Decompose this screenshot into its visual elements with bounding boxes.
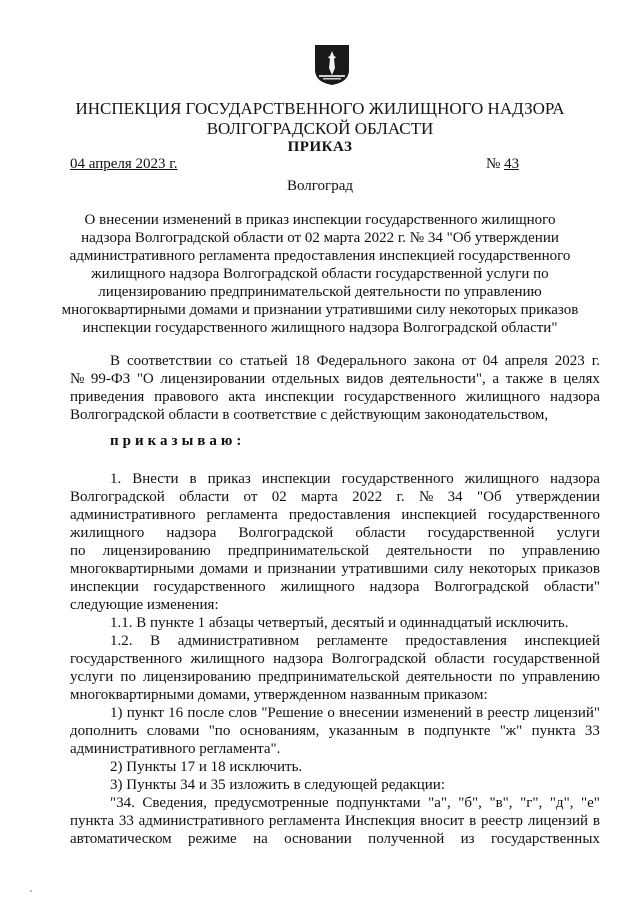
scan-speck	[30, 890, 32, 892]
text-line: жилищного надзора Волгоградской области государственной услуги	[70, 525, 600, 541]
text-line: № 99-ФЗ "О лицензировании отдельных видов деятельности", а также в целях	[70, 371, 600, 387]
subject-line: жилищного надзора Волгоградской области государственной услуги по	[91, 266, 549, 282]
number-sign: №	[486, 156, 505, 172]
text-line: государственного жилищного надзора Волгоградской области государственной	[70, 651, 600, 667]
organization-name-line1: ИНСПЕКЦИЯ ГОСУДАРСТВЕННОГО ЖИЛИЩНОГО НАДЗОРА	[75, 99, 565, 118]
organization-name-line2: ВОЛГОГРАДСКОЙ ОБЛАСТИ	[206, 119, 434, 138]
item-1-1	[70, 614, 600, 632]
document-date: 04 апреля 2023 г.	[70, 156, 178, 172]
preamble-paragraph	[70, 352, 600, 424]
text-line: 1. Внести в приказ инспекции государственного жилищного надзора	[110, 471, 600, 487]
text-line: 1.1. В пункте 1 абзацы четвертый, десятый и одиннадцатый исключить.	[110, 615, 569, 631]
text-line: Волгоградской области от 02 марта 2022 г. № 34 "Об утверждении	[70, 489, 600, 505]
text-line: приведения правового акта инспекции государственного жилищного надзора	[70, 389, 600, 405]
organization-name	[0, 99, 640, 139]
quoted-paragraph-34	[70, 794, 600, 848]
document-number	[486, 156, 519, 173]
subject-block	[0, 211, 640, 337]
text-line: по лицензированию предпринимательской деятельности по управлению	[70, 543, 600, 559]
order-keyword: приказываю:	[110, 433, 246, 449]
text-line: 1.2. В административном регламенте предоставления инспекцией	[110, 633, 600, 649]
text-line: следующие изменения:	[70, 597, 219, 613]
subject-line: административного регламента предоставления инспекцией государственного	[69, 248, 571, 264]
subitem-1-paragraph	[70, 704, 600, 758]
text-line: дополнить словами "по основаниям, указанным в подпункте "ж" пункта 33	[70, 723, 600, 739]
subitem-3	[70, 776, 600, 794]
item-1-paragraph	[70, 470, 600, 614]
text-line: В соответствии со статьей 18 Федерального закона от 04 апреля 2023 г.	[110, 353, 600, 369]
text-line: "34. Сведения, предусмотренные подпунктами "а", "б", "в", "г", "д", "е"	[110, 795, 600, 811]
city: Волгоград	[286, 178, 353, 194]
subject-line: лицензированию предпринимательской деятельности по управлению	[98, 284, 542, 300]
number-value: 43	[504, 156, 520, 172]
subject-line: надзора Волгоградской области от 02 марта 2022 г. № 34 "Об утверждении	[81, 230, 559, 246]
text-line: Волгоградской области в соответствие с действующим законодательством,	[70, 407, 549, 423]
text-line: 2) Пункты 17 и 18 исключить.	[110, 759, 303, 775]
text-line: 1) пункт 16 после слов "Решение о внесении изменений в реестр лицензий"	[110, 705, 600, 721]
volgograd-coat-of-arms-icon	[314, 44, 350, 86]
document-type: ПРИКАЗ	[287, 139, 353, 155]
text-line: автоматическом режиме на основании полученной из государственных	[70, 831, 600, 847]
subject-line: О внесении изменений в приказ инспекции государственного жилищного	[84, 212, 556, 228]
text-line: услуги по лицензированию предпринимательской деятельности по управлению	[70, 669, 600, 685]
text-line: административного регламента".	[70, 741, 281, 757]
text-line: инспекции государственного жилищного надзора Волгоградской области"	[70, 579, 600, 595]
text-line: многоквартирными домами, утвержденном названным приказом:	[70, 687, 488, 703]
text-line: пункта 33 административного регламента Инспекция вносит в реестр лицензий в	[70, 813, 600, 829]
text-line: многоквартирными домами и признании утратившими силу некоторых приказов	[70, 561, 600, 577]
subject-line: инспекции государственного жилищного надзора Волгоградской области"	[82, 320, 558, 336]
subitem-2	[70, 758, 600, 776]
text-line: 3) Пункты 34 и 35 изложить в следующей редакции:	[110, 777, 446, 793]
item-1-2-paragraph	[70, 632, 600, 704]
text-line: административного регламента предоставления инспекцией государственного	[70, 507, 600, 523]
subject-line: многоквартирными домами и признании утратившими силу некоторых приказов	[61, 302, 579, 318]
